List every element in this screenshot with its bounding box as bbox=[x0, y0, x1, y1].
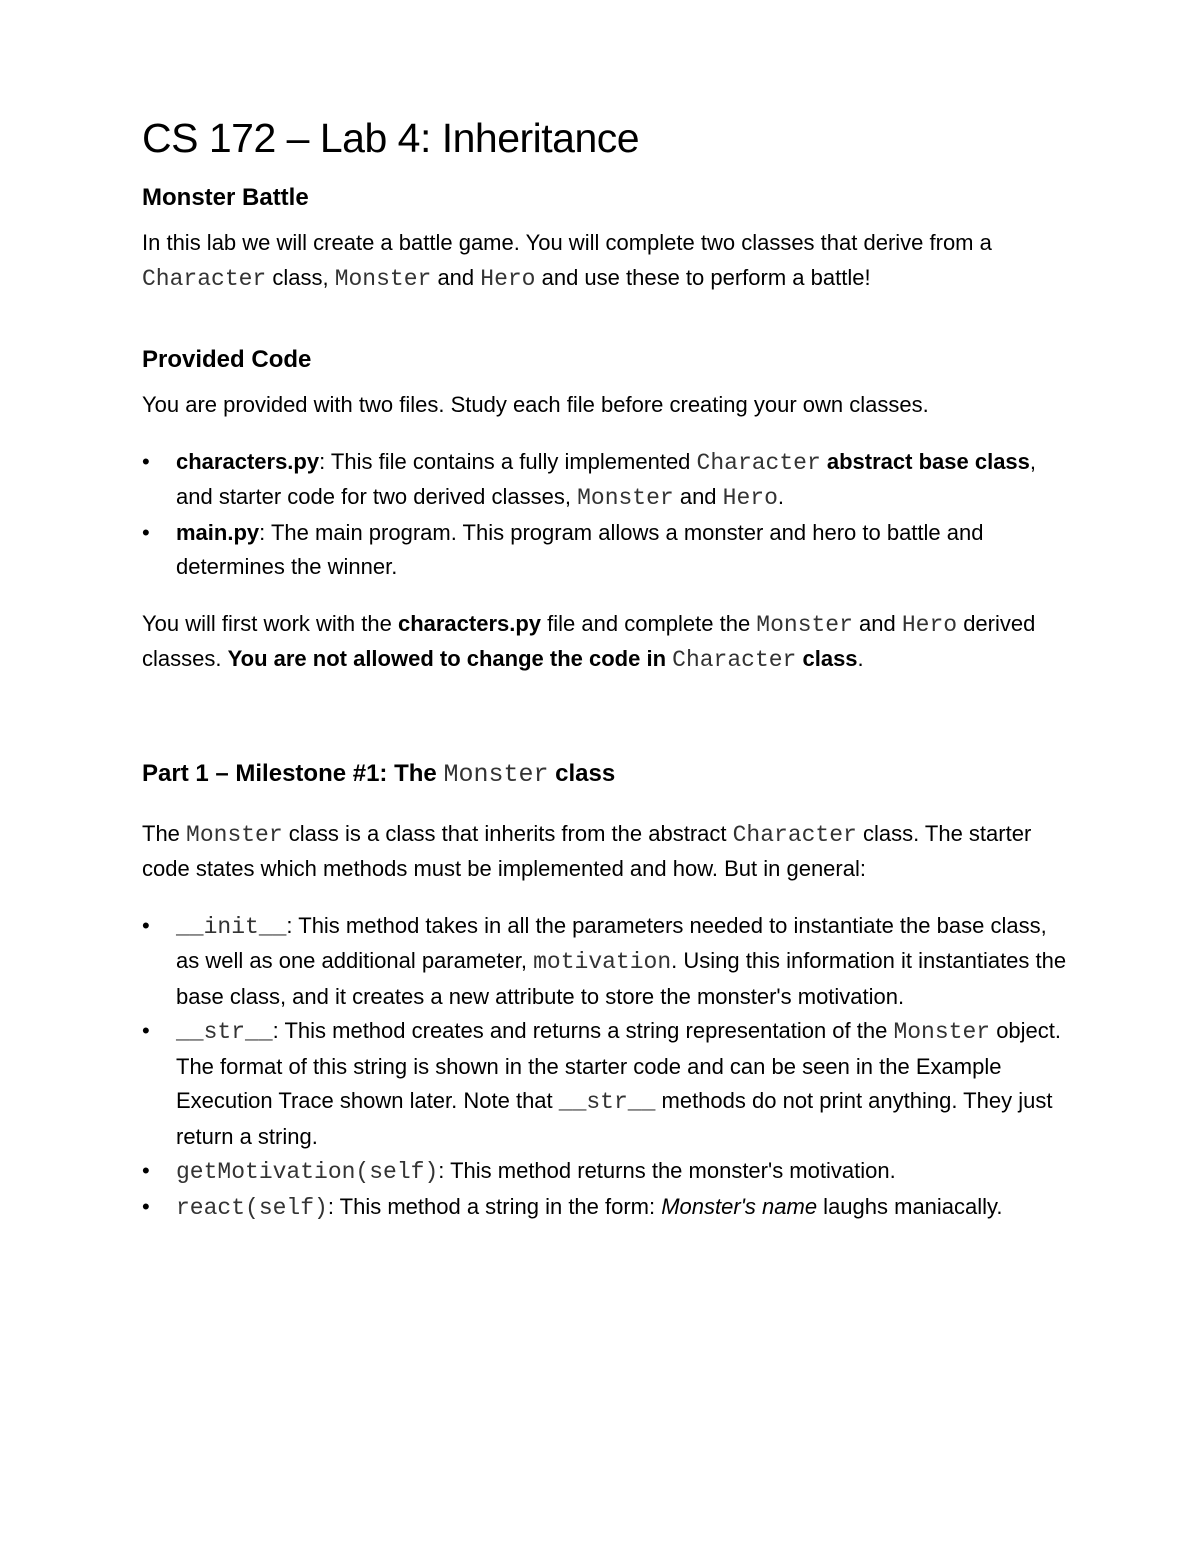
list-item-characters-py: • characters.py: This file contains a fully implemented Character abstract base class, and starter code for two derived classes, Monster and Hero. bbox=[142, 445, 1072, 516]
provided-instructions-paragraph: You will first work with the characters.py file and complete the Monster and Hero derived classes. You are not allowed to change the code in Character class. bbox=[142, 610, 1036, 673]
code-hero: Hero bbox=[480, 265, 536, 292]
list-item-str: • __str__: This method creates and returns a string representation of the Monster object. The format of this string is shown in the starter code and can be seen in the Example Execution Trace shown later. Note that __str__ methods do not print anything. They just return a string. bbox=[142, 1014, 1072, 1154]
part1-intro-paragraph: The Monster class is a class that inherits from the abstract Character class. The starter code states which methods must be implemented and how. But in general: bbox=[142, 820, 1032, 881]
heading-provided-code: Provided Code bbox=[142, 346, 312, 373]
bullet-icon: • bbox=[142, 448, 150, 474]
provided-intro-paragraph: You are provided with two files. Study each file before creating your own classes. bbox=[142, 392, 929, 417]
bullet-icon: • bbox=[142, 1158, 150, 1183]
bullet-icon: • bbox=[142, 1193, 150, 1219]
document-page bbox=[142, 112, 1072, 1247]
page-title: CS 172 – Lab 4: Inheritance bbox=[142, 115, 640, 161]
code-monster: Monster bbox=[334, 265, 432, 292]
code-character: Character bbox=[142, 265, 267, 292]
list-item-main-py: • main.py: The main program. This program allows a monster and hero to battle and determines the winner. bbox=[142, 516, 1072, 585]
provided-files-list bbox=[142, 445, 1072, 585]
battle-intro-paragraph: In this lab we will create a battle game. You will complete two classes that derive from a Character class, Monster and Hero and use these to perform a battle! bbox=[142, 230, 992, 292]
bullet-icon: • bbox=[142, 912, 150, 938]
list-item-react: • react(self): This method a string in the form: Monster's name laughs maniacally. bbox=[142, 1190, 1072, 1226]
list-item-init: • __init__: This method takes in all the parameters needed to instantiate the base class, as well as one additional parameter, motivation. Using this information it instantiates the base class, and it creates a new attribute to store the monster's motivation. bbox=[142, 909, 1072, 1015]
bullet-icon: • bbox=[142, 1018, 150, 1043]
heading-monster-battle: Monster Battle bbox=[142, 184, 309, 211]
bullet-icon: • bbox=[142, 519, 150, 545]
heading-part1: Part 1 – Milestone #1: The Monster class bbox=[142, 759, 616, 789]
monster-methods-list bbox=[142, 909, 1072, 1226]
list-item-getmotivation: • getMotivation(self): This method returns the monster's motivation. bbox=[142, 1154, 1072, 1190]
